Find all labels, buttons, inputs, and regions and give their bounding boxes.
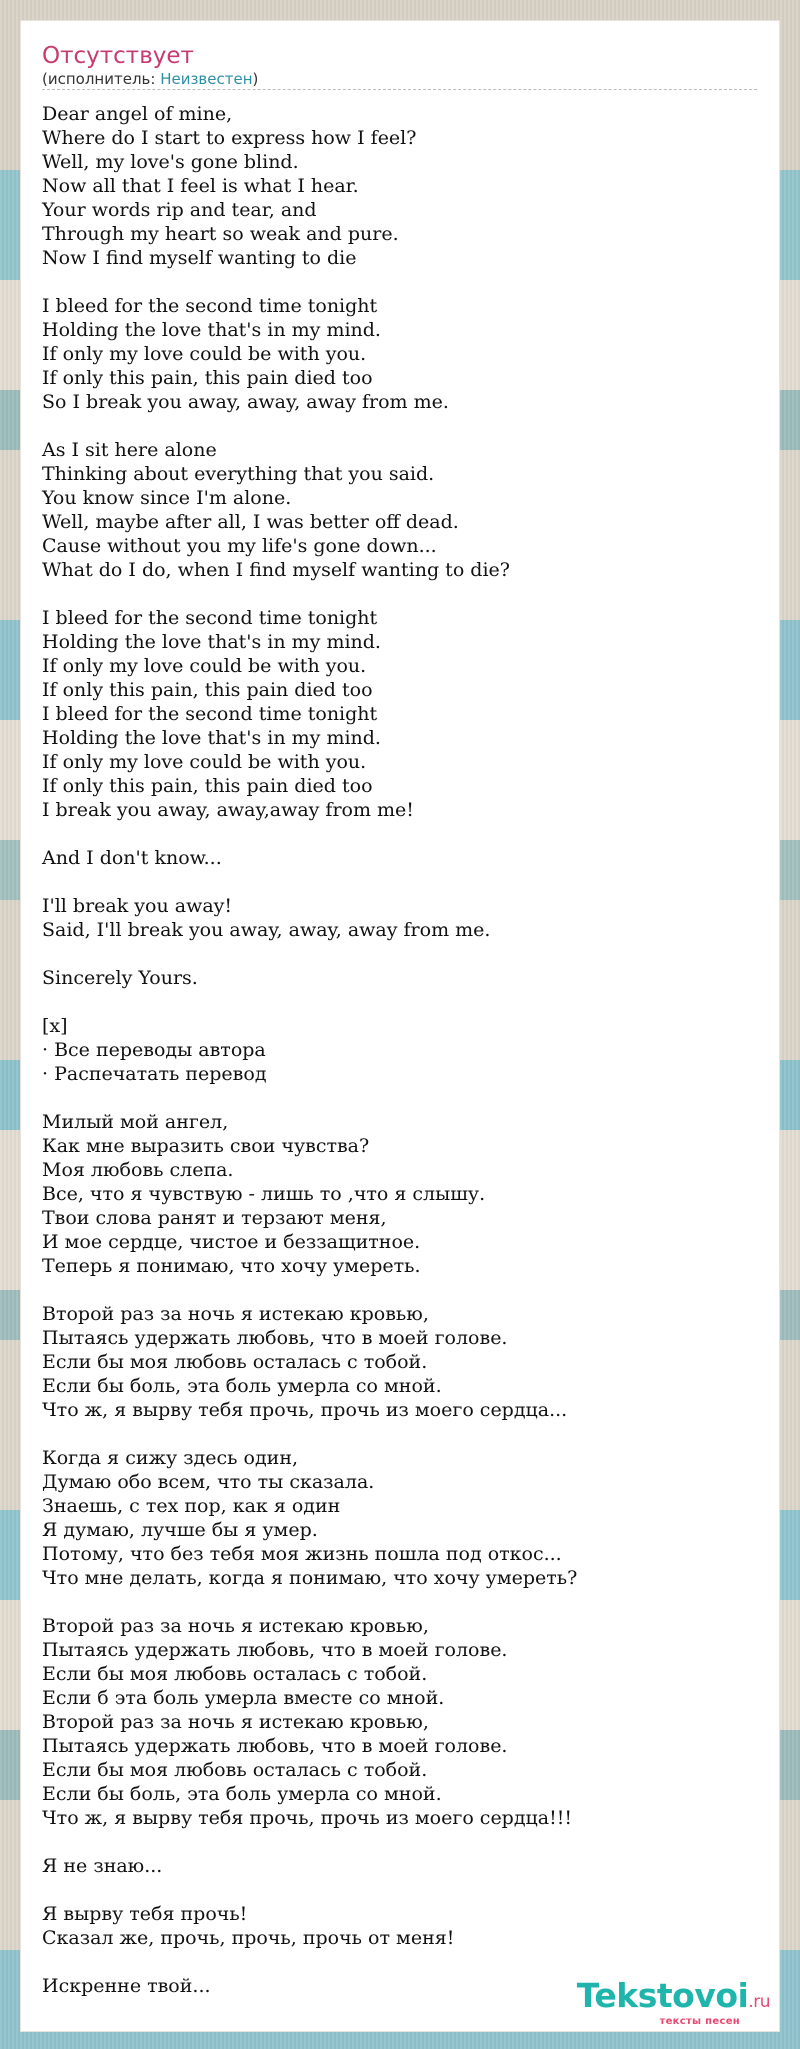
lyrics-card [21, 21, 779, 2031]
lyric-line [42, 582, 762, 606]
lyric-line: Your words rip and tear, and [42, 199, 317, 221]
lyric-line [42, 1422, 762, 1446]
lyrics-text [42, 102, 762, 1998]
lyric-line: Dear angel of mine, [42, 103, 233, 125]
lyric-line: So I break you away, away, away from me. [42, 391, 449, 413]
artist-prefix: (исполнитель: [42, 70, 161, 88]
lyric-line: Моя любовь слепа. [42, 1159, 234, 1181]
lyric-line: Милый мой ангел, [42, 1111, 229, 1133]
lyric-line [42, 942, 762, 966]
lyric-line: Пытаясь удержать любовь, что в моей голове. [42, 1639, 508, 1661]
lyric-line: Я не знаю... [42, 1855, 163, 1877]
lyric-line: Твои слова ранят и терзают меня, [42, 1207, 387, 1229]
lyric-line: Through my heart so weak and pure. [42, 223, 399, 245]
lyric-line: As I sit here alone [42, 439, 217, 461]
lyric-line [42, 822, 762, 846]
lyric-line: Если бы моя любовь осталась с тобой. [42, 1759, 428, 1781]
lyric-line: I'll break you away! [42, 895, 233, 917]
lyric-line [42, 1830, 762, 1854]
lyric-line: If only my love could be with you. [42, 751, 367, 773]
lyric-line: Если бы моя любовь осталась с тобой. [42, 1351, 428, 1373]
lyric-line [42, 270, 762, 294]
lyric-line[interactable]: · Распечатать перевод [42, 1063, 267, 1085]
lyric-line: Что мне делать, когда я понимаю, что хочу умереть? [42, 1567, 578, 1589]
lyric-line: Что ж, я вырву тебя прочь, прочь из моего сердца!!! [42, 1807, 572, 1829]
lyric-line: If only my love could be with you. [42, 343, 367, 365]
lyric-line[interactable]: [x] [42, 1015, 68, 1037]
lyric-line: Если б эта боль умерла вместе со мной. [42, 1687, 445, 1709]
lyric-line: И мое сердце, чистое и беззащитное. [42, 1231, 421, 1253]
lyric-line: Now all that I feel is what I hear. [42, 175, 359, 197]
lyric-line: Что ж, я вырву тебя прочь, прочь из моего сердца... [42, 1399, 568, 1421]
lyric-line: Знаешь, с тех пор, как я один [42, 1495, 341, 1517]
lyric-line: Если бы боль, эта боль умерла со мной. [42, 1375, 442, 1397]
lyric-line: Holding the love that's in my mind. [42, 631, 381, 653]
lyric-line: I bleed for the second time tonight [42, 607, 378, 629]
lyric-line [42, 870, 762, 894]
lyric-line: If only this pain, this pain died too [42, 679, 373, 701]
lyric-line: I break you away, away,away from me! [42, 799, 414, 821]
lyric-line: You know since I'm alone. [42, 487, 292, 509]
lyric-line: Thinking about everything that you said. [42, 463, 435, 485]
lyric-line: Как мне выразить свои чувства? [42, 1135, 370, 1157]
lyric-line: Второй раз за ночь я истекаю кровью, [42, 1303, 429, 1325]
lyric-line [42, 1950, 762, 1974]
artist-line [42, 69, 757, 90]
logo-tld: .ru [748, 1992, 770, 2012]
lyric-line: Все, что я чувствую - лишь то ,что я слышу. [42, 1183, 486, 1205]
lyric-line: Well, maybe after all, I was better off dead. [42, 511, 459, 533]
lyric-line: Искренне твой... [42, 1975, 211, 1997]
lyric-line: What do I do, when I find myself wanting to die? [42, 559, 510, 581]
lyric-line [42, 1878, 762, 1902]
lyric-line: Второй раз за ночь я истекаю кровью, [42, 1711, 429, 1733]
lyric-line: Said, I'll break you away, away, away from me. [42, 919, 491, 941]
lyric-line: Потому, что без тебя моя жизнь пошла под откос... [42, 1543, 562, 1565]
lyric-line: Пытаясь удержать любовь, что в моей голове. [42, 1327, 508, 1349]
lyric-line: I bleed for the second time tonight [42, 295, 378, 317]
lyric-line: If only this pain, this pain died too [42, 775, 373, 797]
lyric-line: And I don't know... [42, 847, 222, 869]
lyric-line [42, 1086, 762, 1110]
lyric-line: Now I find myself wanting to die [42, 247, 357, 269]
lyric-line: Sincerely Yours. [42, 967, 198, 989]
artist-link[interactable]: Неизвестен [160, 70, 253, 88]
lyric-line: Я вырву тебя прочь! [42, 1903, 248, 1925]
lyric-line: Если бы моя любовь осталась с тобой. [42, 1663, 428, 1685]
artist-suffix: ) [252, 70, 259, 88]
lyric-line: Well, my love's gone blind. [42, 151, 299, 173]
lyric-line[interactable]: · Все переводы автора [42, 1039, 266, 1061]
lyric-line: Второй раз за ночь я истекаю кровью, [42, 1615, 429, 1637]
lyric-line: Думаю обо всем, что ты сказала. [42, 1471, 375, 1493]
lyric-line: Я думаю, лучше бы я умер. [42, 1519, 318, 1541]
site-logo[interactable] [577, 1978, 770, 2027]
lyric-line: Пытаясь удержать любовь, что в моей голове. [42, 1735, 508, 1757]
lyric-line: If only my love could be with you. [42, 655, 367, 677]
logo-tagline: тексты песен [659, 2016, 740, 2027]
lyric-line: Если бы боль, эта боль умерла со мной. [42, 1783, 442, 1805]
lyric-line: If only this pain, this pain died too [42, 367, 373, 389]
lyric-line: Когда я сижу здесь один, [42, 1447, 299, 1469]
lyric-line: Сказал же, прочь, прочь, прочь от меня! [42, 1927, 455, 1949]
lyric-line [42, 1278, 762, 1302]
lyric-line: Holding the love that's in my mind. [42, 319, 381, 341]
lyric-line: Cause without you my life's gone down... [42, 535, 437, 557]
lyric-line: Теперь я понимаю, что хочу умереть. [42, 1255, 421, 1277]
song-title: Отсутствует [42, 43, 194, 69]
lyric-line [42, 414, 762, 438]
lyric-line [42, 1590, 762, 1614]
lyric-line: Where do I start to express how I feel? [42, 127, 417, 149]
lyric-line: Holding the love that's in my mind. [42, 727, 381, 749]
logo-wordmark: Tekstovoi [576, 1976, 749, 2015]
lyric-line: I bleed for the second time tonight [42, 703, 378, 725]
lyric-line [42, 990, 762, 1014]
